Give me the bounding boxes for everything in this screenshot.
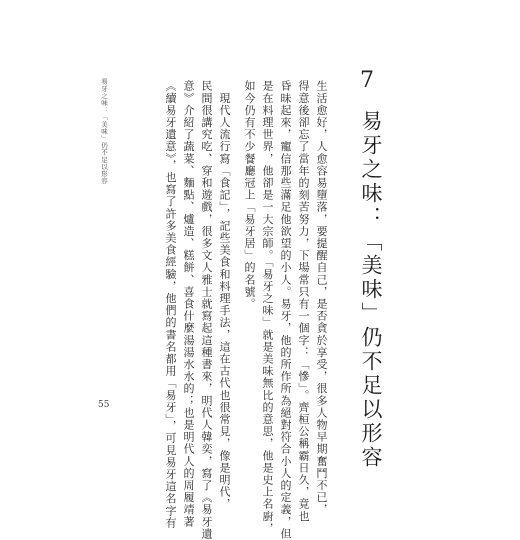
body-column: 如今仍有不少餐廳冠上「易牙居」的名號。	[243, 80, 256, 310]
body-column: 昏昧起來，寵信那些滿足他欲望的小人。易牙，他的所作所為絕對符合小人的定義，但	[279, 80, 292, 540]
body-column: 是在料理世界，他卻是一大宗師。「易牙之味」就是美味無比的意思，他是史上名廚，	[261, 80, 274, 535]
body-column: 得意後卻忘了當年的刻苦努力，下場常只有一個字：「慘」。齊桓公稱霸日久，竟也	[297, 80, 310, 523]
body-column: 意》介紹了蔬菜、麵點、爐造、糕餅、喜食什麼湯湯水水的；也是明代人的周履靖著	[182, 80, 195, 528]
body-column: 現代人流行寫「食記」，記些美食和料理手法，這在古代也很常見，像是明代，	[218, 80, 231, 511]
body-column: 民間很講究吃、穿和遊戲，很多文人雅士就寫起這種書來，明代人韓奕，寫了《易牙遺	[200, 80, 213, 540]
body-column: 生活愈好，人愈容易墮落，要提醒自己，是否貪於享受，很多人物早期奮鬥不已，	[315, 80, 328, 516]
chapter-title: 易牙之味：「美味」仍不足以形容	[359, 110, 383, 470]
chapter-number: 7	[360, 68, 374, 93]
page-number: 55	[98, 400, 110, 410]
running-header: 易牙之味：「美味」仍不足以形容	[100, 78, 108, 185]
body-column: 《續易牙遺意》，也寫了許多美食經驗，他們的書名都用「易牙」，可見易牙這名字有	[164, 80, 177, 529]
